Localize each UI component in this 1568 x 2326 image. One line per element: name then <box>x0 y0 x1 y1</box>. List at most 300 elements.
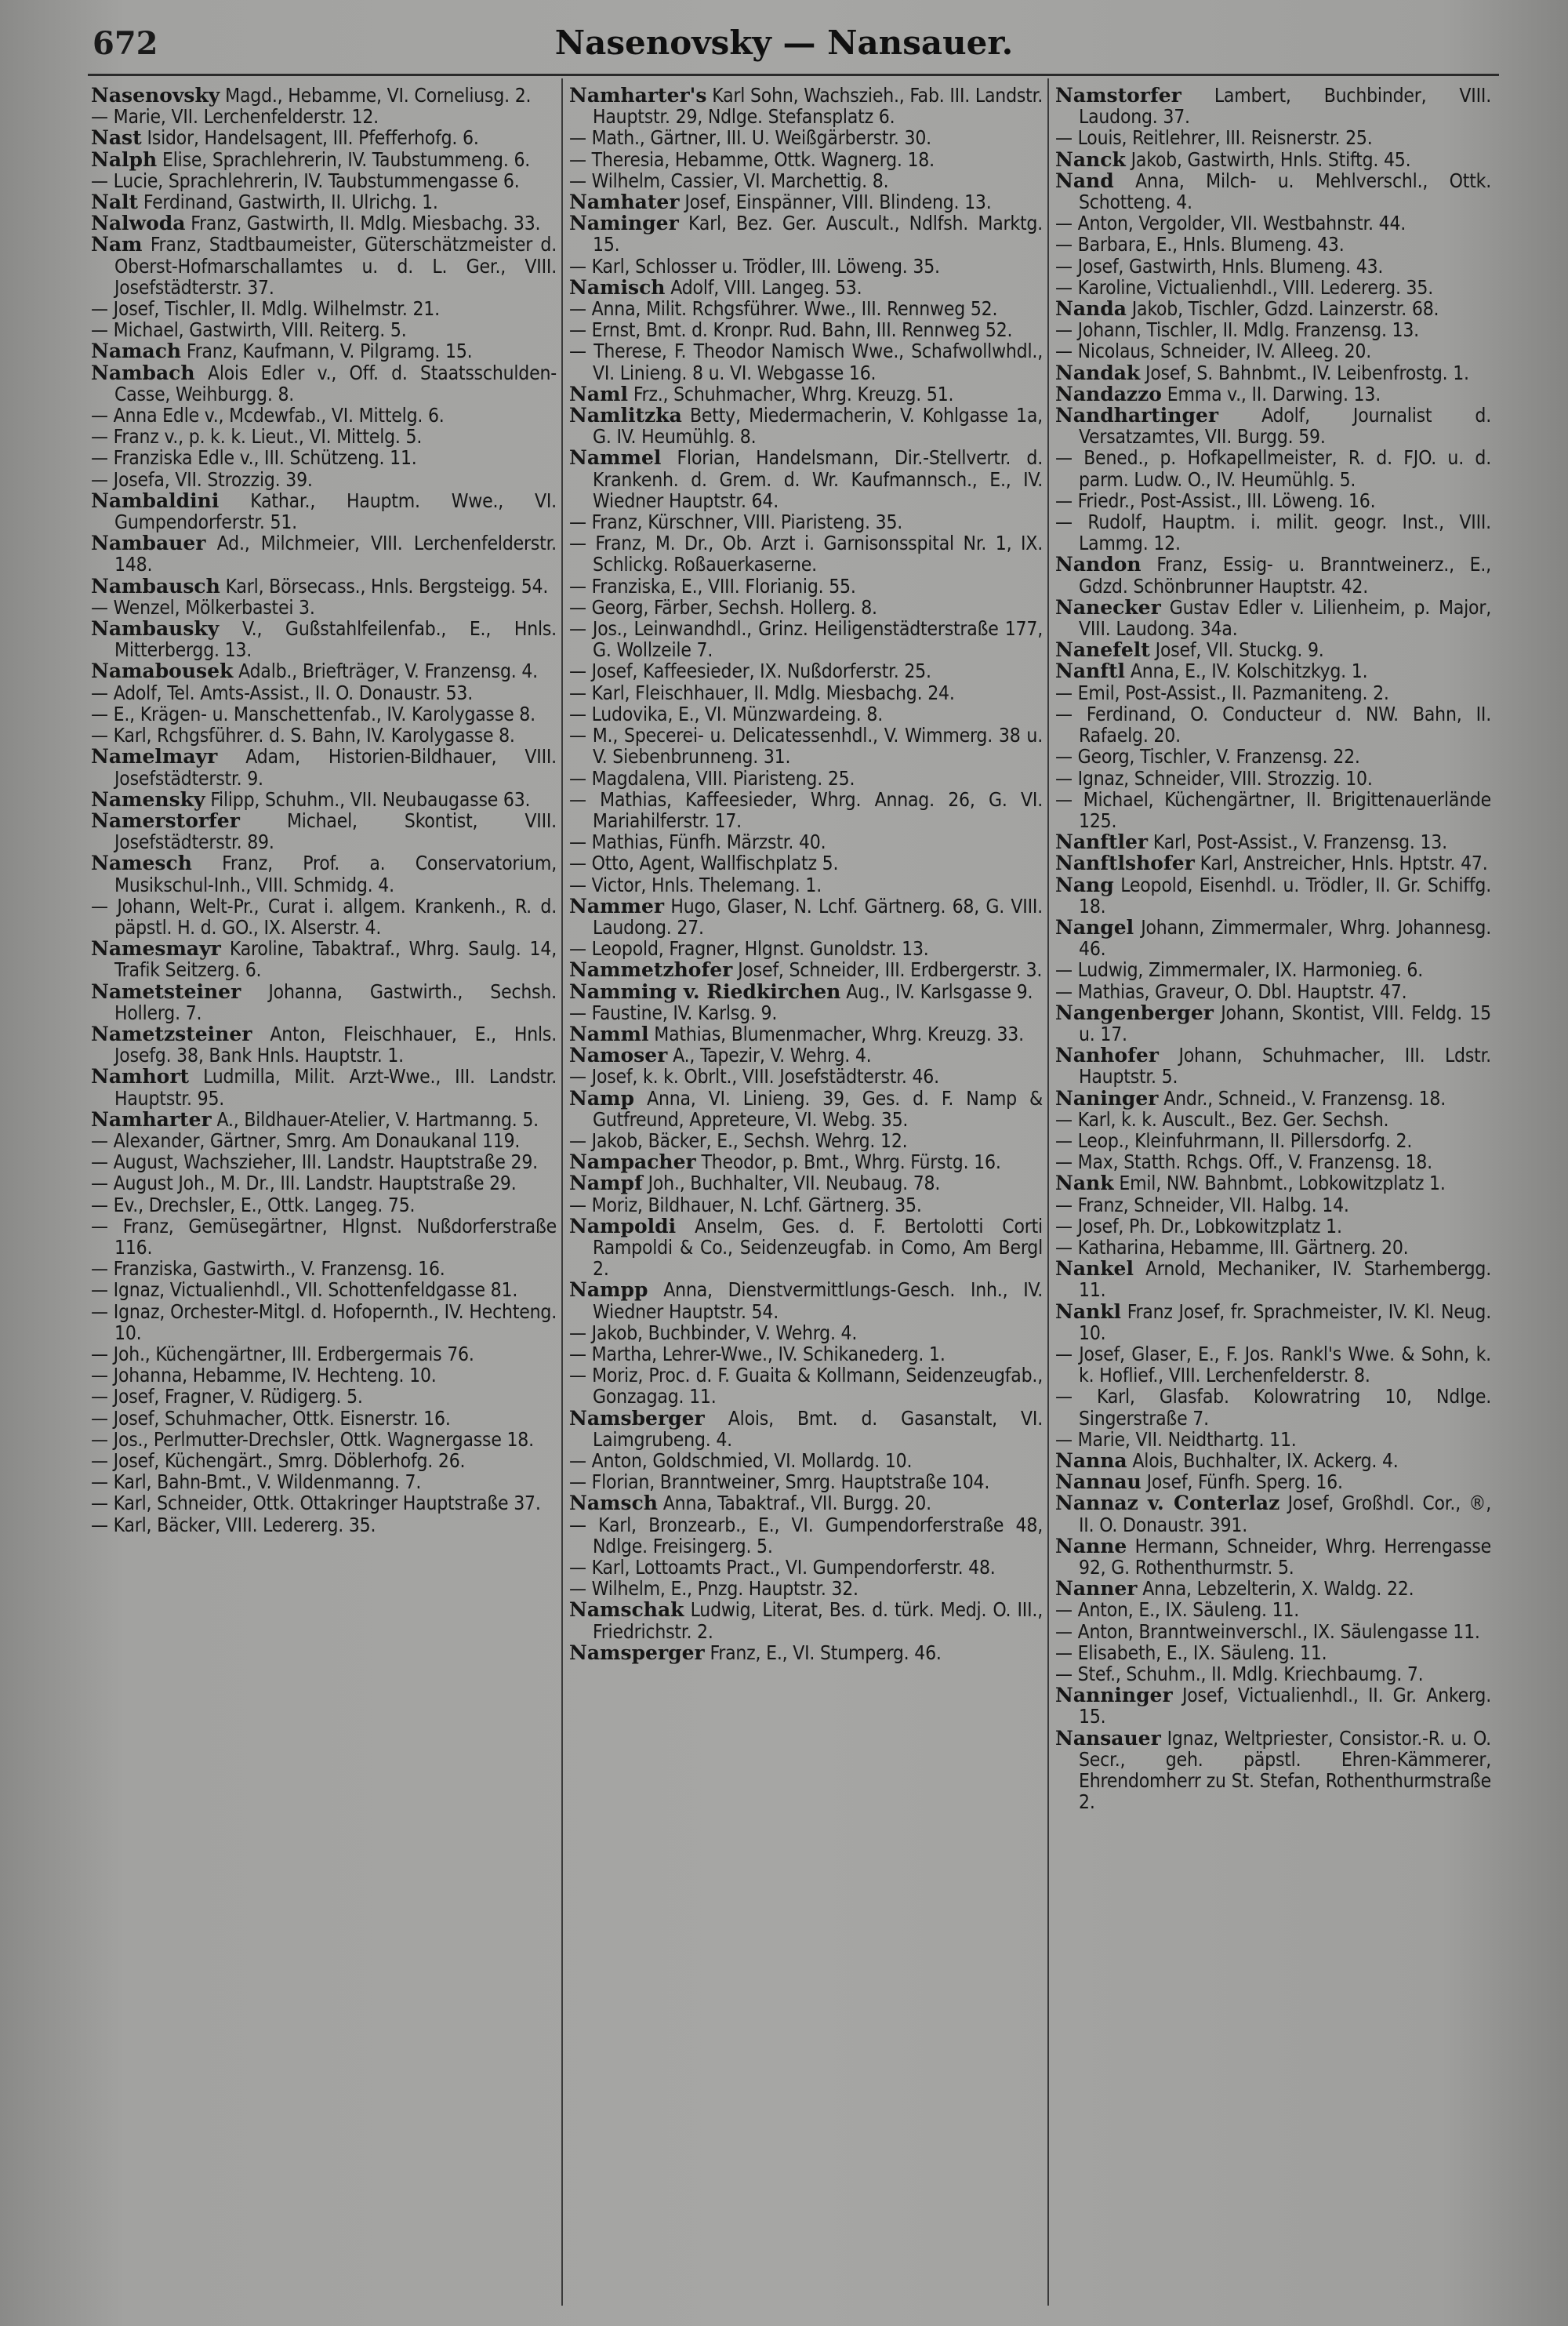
directory-entry <box>1055 1619 1491 1643</box>
directory-entry <box>91 467 557 491</box>
directory-entry <box>91 1385 557 1408</box>
entry-details: — Josef, k. k. Obrlt., VIII. Josefstädterstr. 46. <box>569 1065 939 1088</box>
entry-details: Josef, Großhdl. Cor., ®, II. O. Donaustr. 391. <box>1079 1492 1491 1536</box>
directory-entry <box>1055 766 1491 790</box>
entry-details: — August Joh., M. Dr., III. Landstr. Hauptstraße 29. <box>91 1172 517 1195</box>
column-separator <box>561 78 563 2306</box>
entry-surname: Nasenovsky <box>91 85 220 107</box>
entry-details: — Jakob, Bäcker, E., Sechsh. Wehrg. 12. <box>569 1128 908 1152</box>
directory-entry <box>569 894 1043 939</box>
directory-entry <box>91 532 557 576</box>
entry-details: — Josefa, VII. Strozzig. 39. <box>91 467 313 491</box>
entry-details: — Anton, Branntweinverschl., IX. Säulengasse 11. <box>1055 1619 1480 1643</box>
page-header <box>0 17 1568 64</box>
directory-entry <box>91 169 557 192</box>
entry-surname: Namerstorfer <box>91 809 240 832</box>
directory-entry <box>1055 830 1491 854</box>
entry-surname: Namsch <box>569 1492 658 1515</box>
entry-details: — Karl, Schneider, Ottk. Ottakringer Hauptstraße 37. <box>91 1492 541 1515</box>
directory-entry <box>1055 382 1491 405</box>
directory-entry <box>569 169 1043 192</box>
entry-details: — Johanna, Hebamme, IV. Hechteng. 10. <box>91 1364 437 1387</box>
entry-details: — Franz, Gemüsegärtner, Hlgnst. Nußdorferstraße 116. <box>91 1214 557 1259</box>
directory-entry <box>91 425 557 449</box>
entry-details: Filipp, Schuhm., VII. Neubaugasse 63. <box>210 787 531 811</box>
entry-details: — Franziska Edle v., III. Schützeng. 11. <box>91 446 417 470</box>
entry-details: — Wilhelm, Cassier, VI. Marchettig. 8. <box>569 169 889 192</box>
directory-entry <box>1055 745 1491 769</box>
directory-entry <box>569 532 1043 576</box>
entry-details: — Karl, Bronzearb., E., VI. Gumpendorferstraße 48, Ndlge. Freisingerg. 5. <box>569 1513 1043 1557</box>
directory-entry <box>569 595 1043 619</box>
entry-surname: Namhater <box>569 191 680 214</box>
entry-surname: Nand <box>1055 169 1114 192</box>
entry-details: — Ignaz, Victualienhdl., VII. Schottenfeldgasse 81. <box>91 1278 518 1302</box>
entry-surname: Naml <box>569 382 628 405</box>
directory-entry <box>1055 595 1491 641</box>
entry-details: Arnold, Mechaniker, IV. Starhembergg. 11. <box>1079 1257 1491 1302</box>
directory-entry <box>91 1406 557 1430</box>
entry-details: — Rudolf, Hauptm. i. milit. geogr. Inst., VIII. Lammg. 12. <box>1055 511 1491 555</box>
entry-details: Adolf, VIII. Langeg. 53. <box>670 275 862 299</box>
entry-surname: Namabousek <box>91 660 234 683</box>
entry-surname: Nampp <box>569 1278 648 1302</box>
directory-entry <box>1055 340 1491 363</box>
entry-surname: Nanner <box>1055 1577 1138 1601</box>
directory-entry <box>91 212 557 235</box>
directory-entry <box>1055 1193 1491 1216</box>
directory-entry <box>569 852 1043 875</box>
directory-entry <box>569 1150 1043 1174</box>
entry-surname: Nametsteiner <box>91 979 241 1003</box>
entry-surname: Nankel <box>1055 1257 1134 1281</box>
directory-entry <box>91 126 557 150</box>
entry-details: A., Bildhauer-Atelier, V. Hartmanng. 5. <box>216 1107 539 1131</box>
entry-surname: Nank <box>1055 1172 1114 1195</box>
directory-entry <box>91 1172 557 1195</box>
entry-surname: Nannau <box>1055 1470 1142 1494</box>
entry-details: Leopold, Eisenhdl. u. Trödler, II. Gr. Schiffg. 18. <box>1079 873 1491 918</box>
directory-entry <box>1055 1342 1491 1387</box>
entry-details: — Josef, Schuhmacher, Ottk. Eisnerstr. 16. <box>91 1406 451 1430</box>
entry-surname: Namschak <box>569 1598 684 1622</box>
directory-entry <box>91 1470 557 1494</box>
directory-entry <box>1055 1598 1491 1622</box>
directory-entry <box>1055 979 1491 1003</box>
entry-details: — Friedr., Post-Assist., III. Löweng. 16. <box>1055 489 1376 512</box>
column-middle <box>569 85 1043 2304</box>
directory-entry <box>1055 446 1491 491</box>
entry-surname: Nammetzhofer <box>569 958 733 982</box>
directory-entry <box>569 1556 1043 1579</box>
directory-entry <box>1055 702 1491 747</box>
column-left <box>91 85 557 2304</box>
directory-entry <box>1055 1086 1491 1110</box>
directory-entry <box>1055 233 1491 256</box>
entry-surname: Nanftl <box>1055 660 1126 683</box>
entry-details: Karl, Bez. Ger. Auscult., Ndlfsh. Marktg. 15. <box>593 212 1043 256</box>
entry-details: — Otto, Agent, Wallfischplatz 5. <box>569 852 839 875</box>
directory-entry <box>91 361 557 405</box>
entry-details: Anna, Milch- u. Mehlverschl., Ottk. Schotteng. 4. <box>1079 169 1491 214</box>
directory-entry <box>91 147 557 171</box>
entry-details: Franz Josef, fr. Sprachmeister, IV. Kl. Neug. 10. <box>1079 1299 1491 1344</box>
entry-details: Johanna, Gastwirth., Sechsh. Hollerg. 7. <box>114 979 557 1024</box>
entry-details: Franz, E., VI. Stumperg. 46. <box>710 1641 942 1664</box>
entry-details: Hermann, Schneider, Whrg. Herrengasse 92, G. Rothenthurmstr. 5. <box>1079 1534 1491 1579</box>
entry-surname: Naminger <box>569 212 679 235</box>
entry-details: Anna, Lebzelterin, X. Waldg. 22. <box>1142 1577 1414 1601</box>
entry-details: Alois, Bmt. d. Gasanstalt, VI. Laimgrubeng. 4. <box>593 1406 1043 1451</box>
directory-entry <box>1055 1128 1491 1152</box>
directory-entry <box>91 318 557 342</box>
directory-entry <box>1055 254 1491 278</box>
directory-entry <box>569 830 1043 854</box>
entry-details: — Marie, VII. Neidthartg. 11. <box>1055 1427 1297 1451</box>
entry-details: — Theresia, Hebamme, Ottk. Wagnerg. 18. <box>569 147 935 171</box>
entry-surname: Nalph <box>91 147 158 171</box>
directory-entry <box>1055 1214 1491 1238</box>
entry-surname: Nanda <box>1055 297 1127 321</box>
directory-entry <box>1055 787 1491 832</box>
entry-details: Adam, Historien-Bildhauer, VIII. Josefstädterstr. 9. <box>114 745 557 790</box>
entry-details: — Alexander, Gärtner, Smrg. Am Donaukanal 119. <box>91 1128 521 1152</box>
directory-entry <box>1055 1663 1491 1686</box>
entry-details: Ad., Milchmeier, VIII. Lerchenfelderstr. 148. <box>114 532 557 576</box>
entry-details: Ludwig, Literat, Bes. d. türk. Medj. O. III., Friedrichstr. 2. <box>593 1598 1043 1643</box>
entry-details: — Johann, Tischler, II. Mdlg. Franzensg. 13. <box>1055 318 1419 342</box>
entry-surname: Nalt <box>91 191 139 214</box>
directory-entry <box>569 275 1043 299</box>
entry-surname: Nametzsteiner <box>91 1022 252 1045</box>
directory-entry <box>1055 915 1491 961</box>
entry-surname: Nandhartinger <box>1055 404 1219 427</box>
entry-details: — Anna, Milit. Rchgsführer. Wwe., III. Rennweg 52. <box>569 297 998 321</box>
directory-entry <box>569 254 1043 278</box>
entry-details: Aug., IV. Karlsgasse 9. <box>846 979 1033 1003</box>
directory-entry <box>91 894 557 939</box>
directory-entry <box>1055 212 1491 235</box>
directory-entry <box>91 617 557 662</box>
directory-entry <box>569 297 1043 321</box>
entry-details: Johann, Schuhmacher, III. Ldstr. Hauptstr. 5. <box>1079 1044 1491 1088</box>
directory-entry <box>1055 1641 1491 1664</box>
entry-surname: Nanck <box>1055 147 1126 171</box>
directory-entry <box>1055 85 1491 129</box>
directory-entry <box>1055 1577 1491 1601</box>
directory-entry <box>569 340 1043 384</box>
entry-details: — Jakob, Buchbinder, V. Wehrg. 4. <box>569 1321 858 1344</box>
entry-details: — Magdalena, VIII. Piaristeng. 25. <box>569 766 855 790</box>
entry-details: Gustav Edler v. Lilienheim, p. Major, VIII. Laudong. 34a. <box>1079 595 1491 641</box>
directory-entry <box>569 511 1043 534</box>
entry-details: — Adolf, Tel. Amts-Assist., II. O. Donaustr. 53. <box>91 681 474 704</box>
entry-surname: Nandak <box>1055 361 1141 384</box>
directory-entry <box>569 191 1043 214</box>
directory-entry <box>569 1364 1043 1408</box>
entry-details: Kathar., Hauptm. Wwe., VI. Gumpendorferstr. 51. <box>114 489 557 534</box>
entry-details: — Josef, Gastwirth, Hnls. Blumeng. 43. <box>1055 254 1384 278</box>
directory-entry <box>569 766 1043 790</box>
entry-details: — Joh., Küchengärtner, III. Erdbergermais 76. <box>91 1342 474 1365</box>
entry-surname: Namensky <box>91 787 205 811</box>
directory-entry <box>569 1641 1043 1664</box>
directory-entry <box>1055 958 1491 982</box>
entry-surname: Nanftlshofer <box>1055 852 1195 875</box>
entry-details: — Josef, Ph. Dr., Lobkowitzplatz 1. <box>1055 1214 1342 1238</box>
directory-entry <box>569 660 1043 683</box>
directory-entry <box>569 147 1043 171</box>
entry-details: Anna, VI. Linieng. 39, Ges. d. F. Namp & Gutfreund, Appreteure, VI. Webg. 35. <box>593 1086 1043 1131</box>
directory-entry <box>91 724 557 747</box>
entry-details: — Karl, Bahn-Bmt., V. Wildenmanng. 7. <box>91 1470 422 1494</box>
entry-details: — M., Specerei- u. Delicatessenhdl., V. Wimmerg. 38 u. V. Siebenbrunneng. 31. <box>569 724 1043 769</box>
entry-details: — Anton, Vergolder, VII. Westbahnstr. 44. <box>1055 212 1406 235</box>
directory-entry <box>1055 1235 1491 1259</box>
entry-details: — Louis, Reitlehrer, III. Reisnerstr. 25. <box>1055 126 1373 150</box>
entry-details: Michael, Skontist, VIII. Josefstädterstr. 89. <box>114 809 557 854</box>
directory-entry <box>91 233 557 299</box>
entry-details: — Josef, Küchengärt., Smrg. Döblerhofg. 26. <box>91 1449 466 1472</box>
entry-details: — Ludwig, Zimmermaler, IX. Harmonieg. 6. <box>1055 958 1424 982</box>
header-rule <box>88 74 1499 76</box>
directory-entry <box>91 745 557 790</box>
directory-entry <box>1055 1107 1491 1131</box>
entry-details: — Anton, E., IX. Säuleng. 11. <box>1055 1598 1300 1622</box>
directory-entry <box>1055 361 1491 384</box>
directory-entry <box>569 318 1043 342</box>
entry-details: Ferdinand, Gastwirth, II. Ulrichg. 1. <box>143 191 438 214</box>
directory-entry <box>91 446 557 470</box>
entry-details: Elise, Sprachlehrerin, IV. Taubstummeng. 6. <box>162 147 531 171</box>
entry-details: — Mathias, Kaffeesieder, Whrg. Annag. 26, G. VI. Mariahilferstr. 17. <box>569 787 1043 832</box>
entry-details: Betty, Miedermacherin, V. Kohlgasse 1a, G. IV. Heumühlg. 8. <box>593 404 1043 449</box>
entry-surname: Namesch <box>91 852 192 875</box>
entry-details: Karl Sohn, Wachszieh., Fab. III. Landstr. Hauptstr. 29, Ndlge. Stefansplatz 6. <box>593 85 1043 129</box>
entry-details: — Georg, Färber, Sechsh. Hollerg. 8. <box>569 595 877 619</box>
entry-details: Mathias, Blumenmacher, Whrg. Kreuzg. 33. <box>654 1022 1024 1045</box>
directory-entry <box>91 1299 557 1344</box>
entry-surname: Nampacher <box>569 1150 696 1174</box>
directory-entry <box>569 126 1043 150</box>
directory-entry <box>1055 489 1491 512</box>
directory-entry <box>91 574 557 598</box>
entry-details: — Franziska, E., VIII. Florianig. 55. <box>569 574 856 598</box>
directory-entry <box>91 1257 557 1281</box>
entry-details: Joh., Buchhalter, VII. Neubaug. 78. <box>648 1172 941 1195</box>
entry-details: — Lucie, Sprachlehrerin, IV. Taubstummengasse 6. <box>91 169 520 192</box>
entry-details: Franz, Kaufmann, V. Pilgramg. 15. <box>186 340 473 363</box>
directory-entry <box>569 1001 1043 1024</box>
entry-details: — Franz, Schneider, VII. Halbg. 14. <box>1055 1193 1349 1216</box>
column-right <box>1055 85 1491 2304</box>
page-number: 672 <box>93 25 158 62</box>
entry-details: — E., Krägen- u. Manschettenfab., IV. Karolygasse 8. <box>91 702 535 725</box>
entry-details: — Ferdinand, O. Conducteur d. NW. Bahn, II. Rafaelg. 20. <box>1055 702 1491 747</box>
entry-details: — Wilhelm, E., Pnzg. Hauptstr. 32. <box>569 1577 858 1601</box>
entry-details: Alois, Buchhalter, IX. Ackerg. 4. <box>1132 1449 1399 1472</box>
entry-details: Magd., Hebamme, VI. Corneliusg. 2. <box>225 85 532 107</box>
directory-entry <box>1055 169 1491 214</box>
entry-details: — Anna Edle v., Mcdewfab., VI. Mittelg. 6. <box>91 404 445 427</box>
directory-entry <box>1055 147 1491 171</box>
directory-entry <box>569 1128 1043 1152</box>
entry-details: Franz, Prof. a. Conservatorium, Musikschul-Inh., VIII. Schmidg. 4. <box>114 852 557 896</box>
entry-details: Andr., Schneid., V. Franzensg. 18. <box>1163 1086 1446 1110</box>
entry-surname: Nampoldi <box>569 1214 677 1238</box>
entry-details: Franz, Stadtbaumeister, Güterschätzmeister d. Oberst-Hofmarschallamtes u. d. L. Ger., VIII. Josefstädterstr. 37. <box>114 233 557 299</box>
entry-surname: Namach <box>91 340 182 363</box>
entry-details: — Ignaz, Orchester-Mitgl. d. Hofopernth., IV. Hechteng. 10. <box>91 1299 557 1344</box>
entry-surname: Nanefelt <box>1055 638 1150 662</box>
entry-surname: Nampf <box>569 1172 643 1195</box>
entry-details: Karl, Börsecass., Hnls. Bergsteigg. 54. <box>225 574 549 598</box>
entry-details: Adalb., Briefträger, V. Franzensg. 4. <box>238 660 538 683</box>
directory-entry <box>569 382 1043 405</box>
entry-details: — Josef, Tischler, II. Mdlg. Wilhelmstr. 21. <box>91 297 440 321</box>
directory-entry <box>569 1513 1043 1557</box>
directory-entry <box>569 787 1043 832</box>
directory-entry <box>569 212 1043 256</box>
entry-details: Anton, Fleischhauer, E., Hnls. Josefg. 38, Bank Hnls. Hauptstr. 1. <box>114 1022 557 1067</box>
directory-entry <box>569 681 1043 704</box>
directory-entry <box>569 1278 1043 1323</box>
entry-details: Jakob, Tischler, Gdzd. Lainzerstr. 68. <box>1131 297 1439 321</box>
entry-details: — Georg, Tischler, V. Franzensg. 22. <box>1055 745 1360 769</box>
directory-entry <box>1055 1001 1491 1045</box>
directory-entry <box>91 1492 557 1515</box>
directory-entry <box>569 937 1043 961</box>
directory-entry <box>569 1577 1043 1601</box>
directory-entry <box>91 1128 557 1152</box>
entry-details: Franz, Essig- u. Branntweinerz., E., Gdzd. Schönbrunner Hauptstr. 42. <box>1079 553 1491 598</box>
entry-details: — Karoline, Victualienhdl., VIII. Ledererg. 35. <box>1055 275 1433 299</box>
entry-surname: Nang <box>1055 873 1114 896</box>
directory-entry <box>569 617 1043 662</box>
entry-details: Anna, Dienstvermittlungs-Gesch. Inh., IV. Wiedner Hauptstr. 54. <box>593 1278 1043 1323</box>
entry-details: — Karl, Bäcker, VIII. Ledererg. 35. <box>91 1513 376 1536</box>
directory-entry <box>1055 681 1491 704</box>
directory-entry <box>569 1470 1043 1494</box>
entry-details: — Michael, Gastwirth, VIII. Reiterg. 5. <box>91 318 407 342</box>
directory-entry <box>91 404 557 427</box>
entry-surname: Nandon <box>1055 553 1142 576</box>
entry-details: Johann, Skontist, VIII. Feldg. 15 u. 17. <box>1079 1001 1491 1045</box>
entry-details: — Elisabeth, E., IX. Säuleng. 11. <box>1055 1641 1327 1664</box>
entry-details: Anna, E., IV. Kolschitzkyg. 1. <box>1130 660 1368 683</box>
directory-entry <box>569 1044 1043 1067</box>
entry-details: — Franz v., p. k. k. Lieut., VI. Mittelg. 5. <box>91 425 423 449</box>
directory-entry <box>1055 1684 1491 1728</box>
entry-details: Anna, Tabaktraf., VII. Burgg. 20. <box>662 1492 931 1515</box>
entry-details: — Barbara, E., Hnls. Blumeng. 43. <box>1055 233 1345 256</box>
directory-entry <box>1055 275 1491 299</box>
entry-surname: Nankl <box>1055 1299 1122 1323</box>
entry-details: V., Gußstahlfeilenfab., E., Hnls. Mitterbergg. 13. <box>114 617 557 662</box>
entry-details: — Max, Statth. Rchgs. Off., V. Franzensg. 18. <box>1055 1150 1432 1174</box>
directory-entry <box>91 85 557 107</box>
directory-entry <box>1055 1534 1491 1579</box>
directory-entry <box>1055 1492 1491 1536</box>
entry-surname: Nast <box>91 126 142 150</box>
directory-entry <box>91 852 557 896</box>
directory-entry <box>569 1321 1043 1344</box>
entry-details: Karl, Post-Assist., V. Franzensg. 13. <box>1152 830 1447 854</box>
entry-surname: Nanninger <box>1055 1684 1173 1707</box>
entry-surname: Nannaz v. Conterlaz <box>1055 1492 1280 1515</box>
directory-entry <box>569 1449 1043 1472</box>
directory-entry <box>91 979 557 1024</box>
entry-surname: Nanftler <box>1055 830 1149 854</box>
directory-entry <box>1055 297 1491 321</box>
directory-entry <box>91 1364 557 1387</box>
directory-entry <box>91 1150 557 1174</box>
entry-surname: Namesmayr <box>91 937 221 961</box>
directory-entry <box>569 85 1043 129</box>
entry-details: — Florian, Branntweiner, Smrg. Hauptstraße 104. <box>569 1470 990 1494</box>
entry-details: Emil, NW. Bahnbmt., Lobkowitzplatz 1. <box>1119 1172 1446 1195</box>
entry-details: Hugo, Glaser, N. Lchf. Gärtnerg. 68, G. VIII. Laudong. 27. <box>593 894 1043 939</box>
entry-surname: Namsperger <box>569 1641 705 1664</box>
entry-details: — Mathias, Graveur, O. Dbl. Hauptstr. 47. <box>1055 979 1407 1003</box>
directory-entry <box>569 1086 1043 1131</box>
entry-details: — Karl, Rchgsführer. d. S. Bahn, IV. Karolygasse 8. <box>91 724 515 747</box>
entry-surname: Nambaldini <box>91 489 220 512</box>
directory-entry <box>569 1065 1043 1088</box>
directory-entry <box>91 1449 557 1472</box>
directory-entry <box>569 404 1043 449</box>
directory-entry <box>569 574 1043 598</box>
entry-details: — Josef, Glaser, E., F. Jos. Rankl's Wwe. & Sohn, k. k. Hoflief., VIII. Lerchenfelderstr. 8. <box>1055 1342 1491 1387</box>
directory-entry <box>569 873 1043 896</box>
directory-entry <box>569 979 1043 1003</box>
directory-entry <box>91 1214 557 1259</box>
entry-surname: Nansauer <box>1055 1726 1161 1750</box>
directory-entry <box>91 1107 557 1131</box>
entry-details: Josef, VII. Stuckg. 9. <box>1155 638 1324 662</box>
directory-entry <box>91 937 557 982</box>
entry-details: — Katharina, Hebamme, III. Gärtnerg. 20. <box>1055 1235 1409 1259</box>
entry-details: — Anton, Goldschmied, VI. Mollardg. 10. <box>569 1449 913 1472</box>
directory-entry <box>1055 404 1491 449</box>
entry-details: — Moriz, Bildhauer, N. Lchf. Gärtnerg. 35. <box>569 1193 922 1216</box>
entry-surname: Nambauer <box>91 532 206 555</box>
entry-details: A., Tapezir, V. Wehrg. 4. <box>673 1044 872 1067</box>
entry-details: Josef, Victualienhdl., II. Gr. Ankerg. 15. <box>1079 1684 1491 1728</box>
entry-details: Ludmilla, Milit. Arzt-Wwe., III. Landstr. Hauptstr. 95. <box>114 1065 557 1110</box>
directory-entry <box>91 681 557 704</box>
entry-details: — Leopold, Fragner, Hlgnst. Gunoldstr. 13. <box>569 937 929 961</box>
entry-surname: Nalwoda <box>91 212 186 235</box>
entry-details: Florian, Handelsmann, Dir.-Stellvertr. d. Krankenh. d. Grem. d. Wr. Kaufmannsch., E., IV. Wiedner Hauptstr. 64. <box>593 446 1043 512</box>
directory-entry <box>1055 1257 1491 1302</box>
directory-entry <box>1055 1044 1491 1088</box>
entry-details: — Josef, Kaffeesieder, IX. Nußdorferstr. 25. <box>569 660 931 683</box>
entry-surname: Nangenberger <box>1055 1001 1214 1024</box>
directory-entry <box>91 1065 557 1110</box>
directory-entry <box>1055 318 1491 342</box>
entry-details: — Moriz, Proc. d. F. Guaita & Kollmann, Seidenzeugfab., Gonzagag. 11. <box>569 1364 1043 1408</box>
directory-entry <box>1055 638 1491 662</box>
entry-surname: Namming v. Riedkirchen <box>569 979 841 1003</box>
directory-entry <box>91 702 557 725</box>
entry-surname: Nammer <box>569 894 665 918</box>
entry-details: Karl, Anstreicher, Hnls. Hptstr. 47. <box>1200 852 1488 875</box>
entry-details: Alois Edler v., Off. d. Staatsschulden-Casse, Weihburgg. 8. <box>114 361 557 405</box>
directory-entry <box>569 446 1043 512</box>
directory-entry <box>1055 1299 1491 1344</box>
directory-entry <box>91 340 557 363</box>
